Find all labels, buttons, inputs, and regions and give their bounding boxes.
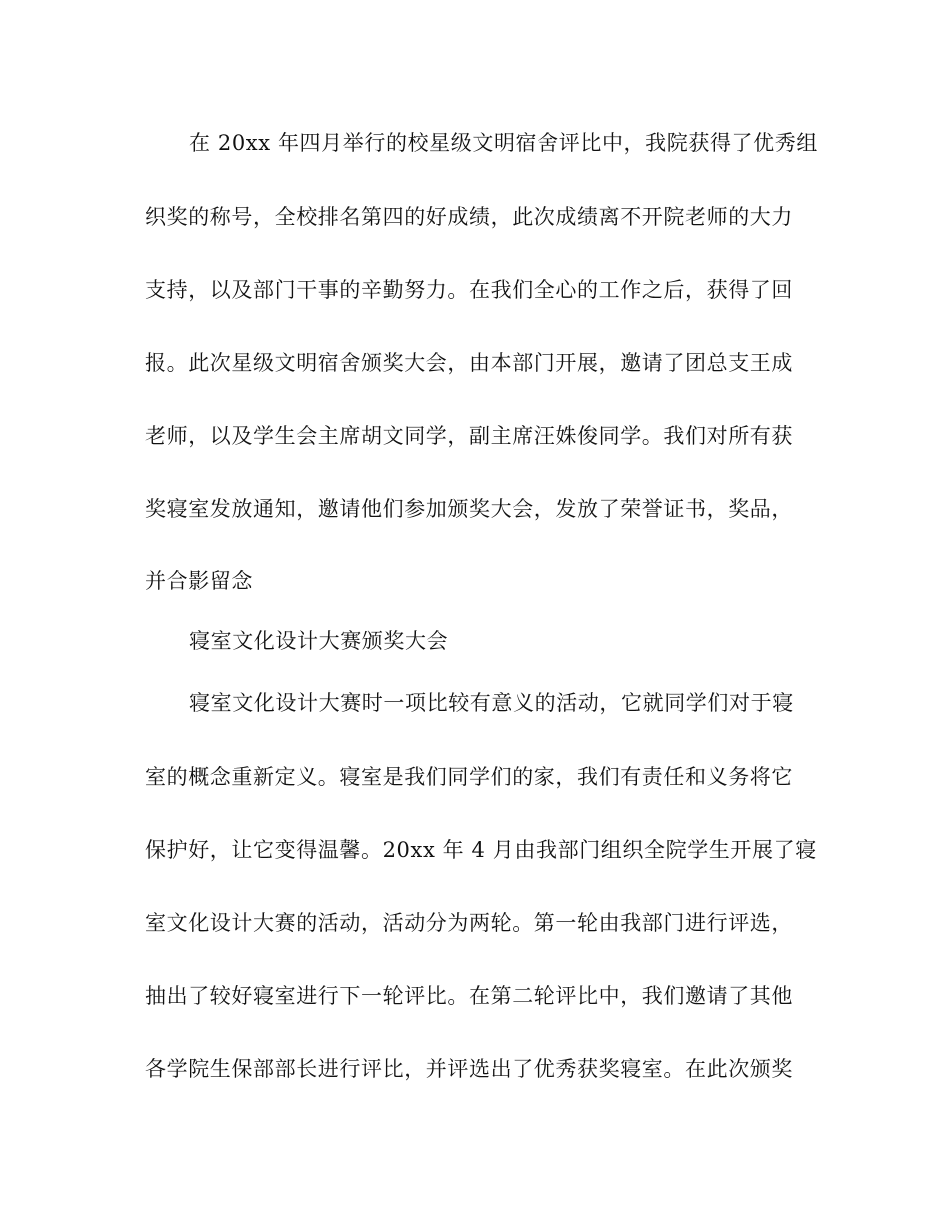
paragraph-line: 抽出了较好寝室进行下一轮评比。在第二轮评比中，我们邀请了其他 (145, 984, 793, 1008)
paragraph-line: 奖寝室发放通知，邀请他们参加颁奖大会，发放了荣誉证书，奖品， (145, 497, 793, 521)
paragraph-line: 老师，以及学生会主席胡文同学，副主席汪姝俊同学。我们对所有获 (145, 424, 793, 448)
paragraph-line: 并合影留念 (145, 569, 253, 593)
paragraph-line: 寝室文化设计大赛时一项比较有意义的活动，它就同学们对于寝 (189, 691, 794, 715)
paragraph-line: 室的概念重新定义。寝室是我们同学们的家，我们有责任和义务将它 (145, 765, 793, 789)
paragraph-line: 各学院生保部部长进行评比，并评选出了优秀获奖寝室。在此次颁奖 (145, 1057, 793, 1081)
paragraph-line: 织奖的称号，全校排名第四的好成绩，此次成绩离不开院老师的大力 (145, 205, 793, 229)
paragraph-line: 保护好，让它变得温馨。20xx 年 4 月由我部门组织全院学生开展了寝 (145, 838, 817, 862)
paragraph-line: 支持，以及部门干事的辛勤努力。在我们全心的工作之后，获得了回 (145, 278, 793, 302)
paragraph-line: 室文化设计大赛的活动，活动分为两轮。第一轮由我部门进行评选， (145, 911, 793, 935)
section-heading: 寝室文化设计大赛颁奖大会 (189, 629, 449, 653)
paragraph-line: 在 20xx 年四月举行的校星级文明宿舍评比中，我院获得了优秀组 (189, 131, 818, 155)
paragraph-line: 报。此次星级文明宿舍颁奖大会，由本部门开展，邀请了团总支王成 (145, 351, 793, 375)
